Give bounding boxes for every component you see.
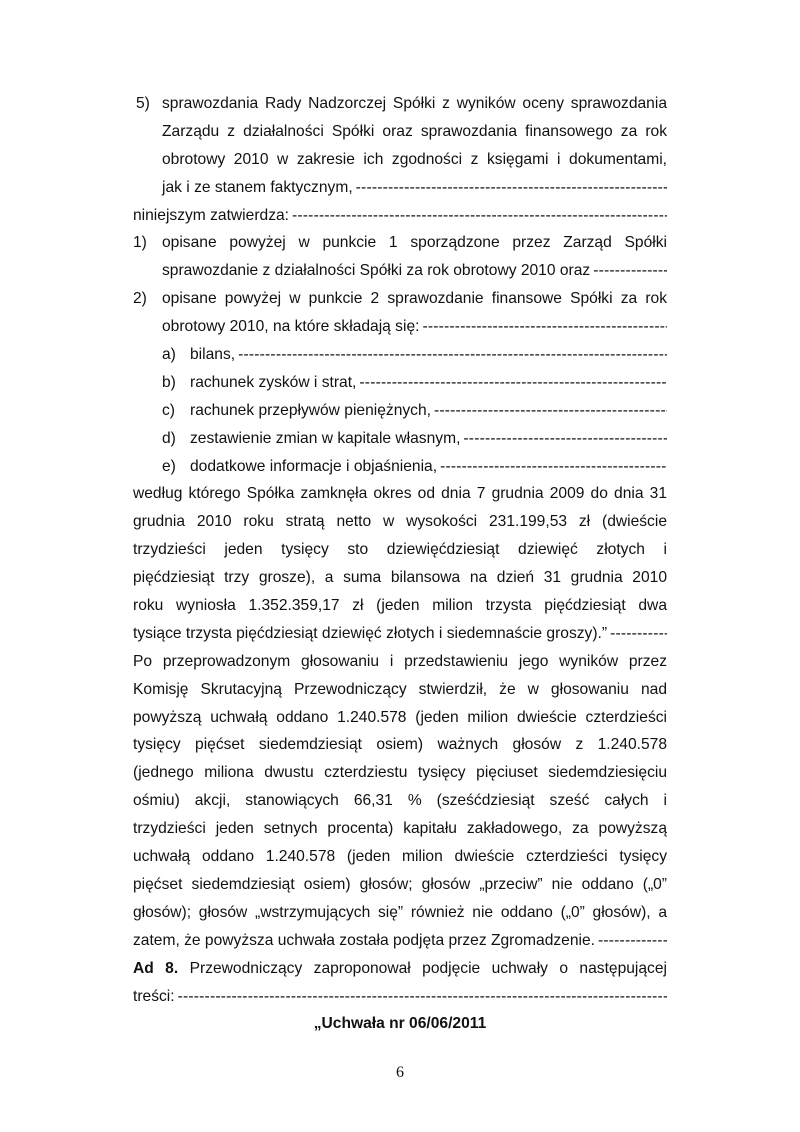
item-2-line-2: obrotowy 2010, na które składają się: ----- <box>133 313 667 341</box>
ad8-line-1: Ad 8. Przewodniczący zaproponował podjęcie uchwały o następującej <box>133 959 667 977</box>
voting-line-6: ośmiu) akcji, stanowiących 66,31 % (sześćdziesiąt sześć całych i <box>133 792 667 810</box>
item-5-line-4: jak i ze stanem faktycznym, ----- <box>133 174 667 202</box>
financial-line-4: pięćdziesiąt trzy grosze), a suma bilansowa na dzień 31 grudnia 2010 <box>133 569 667 587</box>
dash-filler <box>434 397 667 425</box>
dash-filler <box>292 202 667 230</box>
financial-line-2: grudnia 2010 roku stratą netto w wysokości 231.199,53 zł (dwieście <box>133 513 667 531</box>
dash-filler <box>356 174 667 202</box>
item-number: 2) <box>133 290 147 308</box>
subitem-b: b) rachunek zysków i strat, ----- <box>133 369 667 397</box>
voting-line-3: powyższą uchwałą oddano 1.240.578 (jeden milion dwieście czterdzieści <box>133 708 667 726</box>
dash-filler <box>463 425 667 453</box>
item-5-line-1: 5) sprawozdania Rady Nadzorczej Spółki z wyników oceny sprawozdania <box>133 90 667 118</box>
dash-filler <box>238 341 667 369</box>
subitem-d: d) zestawienie zmian w kapitale własnym, ----- <box>133 425 667 453</box>
financial-line-6: tysiące trzysta pięćdziesiąt dziewięć złotych i siedemnaście groszy).” ----- <box>133 620 667 648</box>
item-1-line-1: 1) opisane powyżej w punkcie 1 sporządzone przez Zarząd Spółki <box>133 229 667 257</box>
ad8-label: Ad 8. <box>133 959 179 977</box>
item-5-line-2: Zarządu z działalności Spółki oraz sprawozdania finansowego za rok <box>162 122 667 140</box>
page-number: 6 <box>396 1064 404 1081</box>
subitem-a: a) bilans, ----- <box>133 341 667 369</box>
item-number: 1) <box>133 234 147 252</box>
dash-filler <box>178 983 667 1011</box>
dash-filler <box>422 313 667 341</box>
dash-filler <box>440 453 667 481</box>
dash-filler <box>359 369 667 397</box>
ad8-line-2: treści: ----- <box>133 983 667 1011</box>
voting-line-8: uchwałą oddano 1.240.578 (jeden milion dwieście czterdzieści tysięcy <box>133 848 667 866</box>
item-1-line-2: sprawozdanie z działalności Spółki za rok obrotowy 2010 oraz ----- <box>133 257 667 285</box>
financial-line-3: trzydzieści jeden tysięcy sto dziewięćdziesiąt dziewięć złotych i <box>133 541 667 559</box>
dash-filler <box>610 620 667 648</box>
voting-line-1: Po przeprowadzonym głosowaniu i przedstawieniu jego wyników przez <box>133 652 667 670</box>
subitem-c: c) rachunek przepływów pieniężnych, ----- <box>133 397 667 425</box>
item-number: 5) <box>136 95 150 112</box>
voting-line-2: Komisję Skrutacyjną Przewodniczący stwierdził, że w głosowaniu nad <box>133 680 667 698</box>
dash-filler <box>598 927 667 955</box>
voting-line-7: trzydzieści jeden setnych procenta) kapitału zakładowego, za powyższą <box>133 820 667 838</box>
voting-line-5: (jednego miliona dwustu czterdziestu tysięcy pięciuset siedemdziesięciu <box>133 764 667 782</box>
voting-line-10: głosów); głosów „wstrzymujących się” również nie oddano („0” głosów), a <box>133 903 667 921</box>
financial-line-5: roku wyniosła 1.352.359,17 zł (jeden milion trzysta pięćdziesiąt dwa <box>133 597 667 615</box>
financial-line-1: według którego Spółka zamknęła okres od dnia 7 grudnia 2009 do dnia 31 <box>133 485 667 503</box>
voting-line-4: tysięcy pięćset siedemdziesiąt osiem) ważnych głosów z 1.240.578 <box>133 736 667 754</box>
subitem-e: e) dodatkowe informacje i objaśnienia, ----- <box>133 453 667 481</box>
resolution-title: „Uchwała nr 06/06/2011 <box>313 1015 487 1033</box>
document-page <box>133 90 667 1038</box>
item-2-line-1: 2) opisane powyżej w punkcie 2 sprawozdanie finansowe Spółki za rok <box>133 285 667 313</box>
item-5-line-3: obrotowy 2010 w zakresie ich zgodności z księgami i dokumentami, <box>162 150 667 168</box>
voting-line-11: zatem, że powyższa uchwała została podjęta przez Zgromadzenie. ----- <box>133 927 667 955</box>
dash-filler <box>593 257 667 285</box>
voting-line-9: pięćset siedemdziesiąt osiem) głosów; głosów „przeciw” nie oddano („0” <box>133 875 667 893</box>
approves-line: niniejszym zatwierdza: ----- <box>133 202 667 230</box>
